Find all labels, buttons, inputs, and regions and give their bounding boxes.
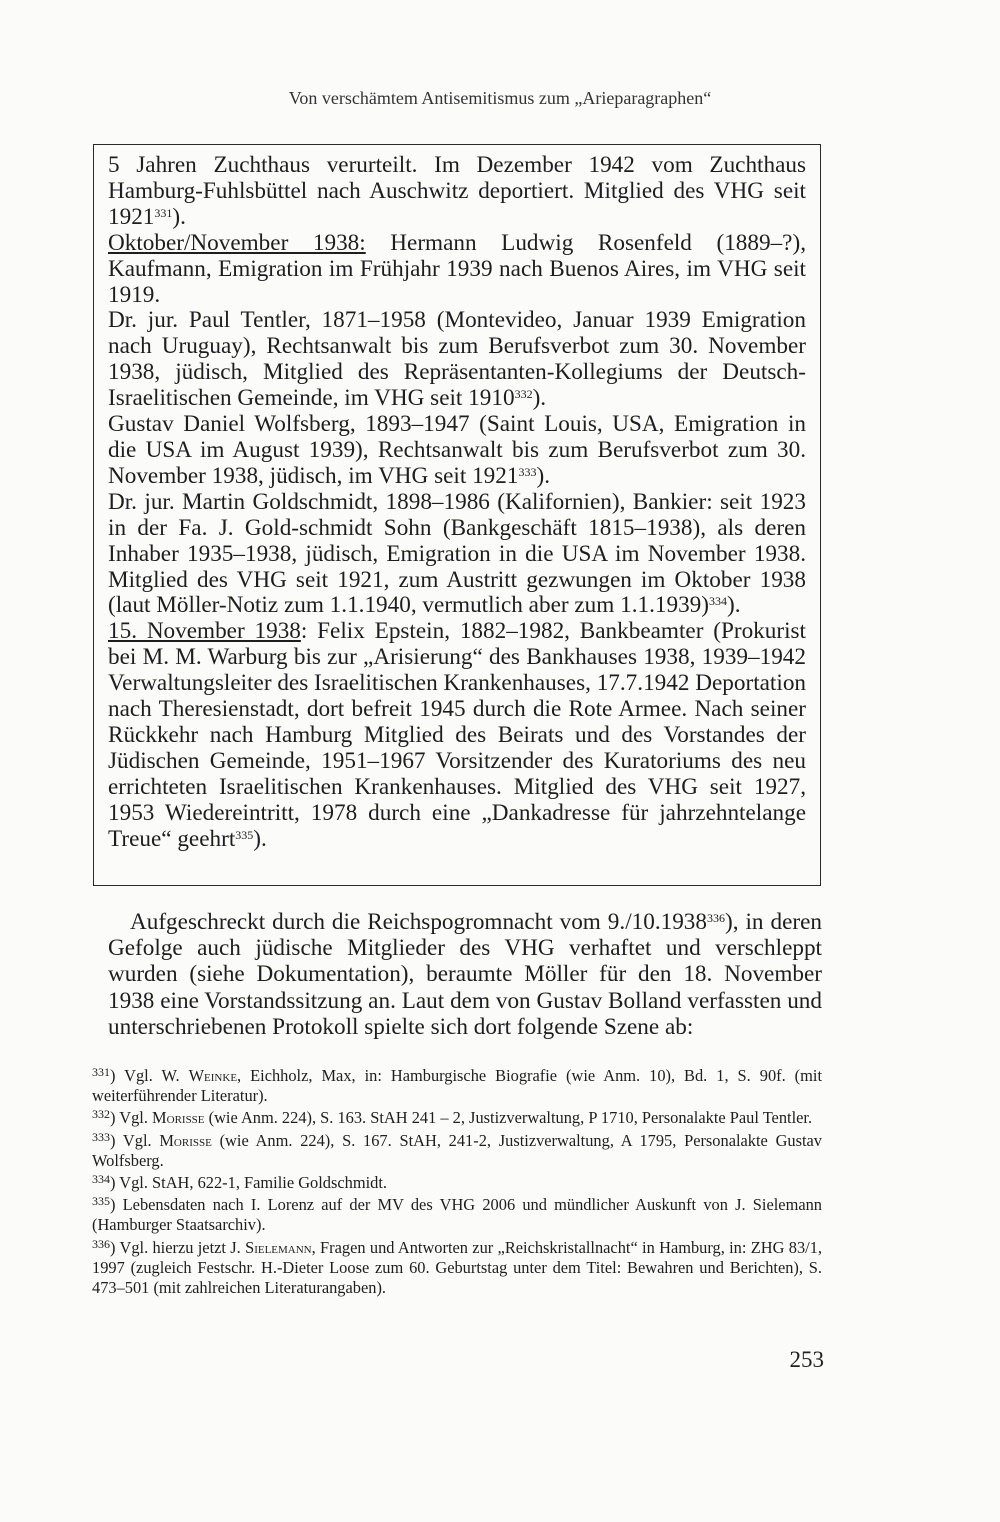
footnote-ref[interactable]: 334 [708,594,727,609]
running-head: Von verschämtem Antisemitismus zum „Arieparagraphen“ [288,88,712,108]
box-entry-2: Oktober/November 1938: Hermann Ludwig Rosenfeld (1889–?), Kaufmann, Emigration im Frühjahr 1939 nach Buenos Aires, im VHG seit 1919. [108,229,806,308]
page-number: 253 [789,1347,824,1372]
footnote-ref[interactable]: 333 [518,464,537,479]
footnote: $^{334}$) Vgl. StAH, 622-1, Familie Goldschmidt. [92,1172,387,1193]
date-heading: 15. November 1938 [108,618,301,645]
box-entry-3: Dr. jur. Paul Tentler, 1871–1958 (Montevideo, Januar 1939 Emigration nach Uruguay), Rechtsanwalt bis zum Berufsverbot zum 30. November 1938, jüdisch, Mitglied des Repräsentanten-Kollegiums der Deutsch-Israelitischen Gemeinde, im VHG seit 1910$^{332}$). [108,307,806,412]
body-paragraph: Aufgeschreckt durch die Reichspogromnacht vom 9./10.1938$^{336}$), in deren Gefolge auch jüdische Mitglieder des VHG verhaftet und verschleppt wurden (siehe Dokumentation), beraumte Möller für den 18. November 1938 eine Vorstandssitzung an. Laut dem von Gustav Bolland verfassten und unterschriebenen Protokoll spielte sich dort folgende Szene ab: [108,909,822,1040]
box-entry-4: Gustav Daniel Wolfsberg, 1893–1947 (Saint Louis, USA, Emigration in die USA im August 1939), Rechtsanwalt bis zum Berufsverbot zum 30. November 1938, jüdisch, im VHG seit 1921$^{333}$). [108,411,806,489]
footnote: $^{336}$) Vgl. hierzu jetzt J. Sielemann, Fragen und Antworten zur „Reichskristallnacht“ in Hamburg, in: ZHG 83/1, 1997 (zugleich Festschr. H.-Dieter Loose zum 60. Geburtstag unter dem Titel: Bewahren und Berichten), S. 473–501 (mit zahlreichen Literaturangaben). [92,1236,822,1298]
footnote: $^{333}$) Vgl. Morisse (wie Anm. 224), S. 167. StAH, 241-2, Justizverwaltung, A 1795, Personalakte Gustav Wolfsberg. [92,1129,823,1170]
footnote-ref[interactable]: 332 [514,387,533,402]
box-entry-6: 15. November 1938: Felix Epstein, 1882–1982, Bankbeamter (Prokurist bei M. M. Warburg bis zur „Arisierung“ des Bankhauses 1938, 1939–1942 Verwaltungsleiter des Israelitischen Krankenhauses, 17.7.1942 Deportation nach Theresienstadt, dort befreit 1945 durch die Rote Armee. Nach seiner Rückkehr nach Hamburg Mitglied des Beirats und des Vorstandes der Jüdischen Gemeinde, 1951–1967 Vorsitzender des Kuratoriums des neu errichteten Israelitischen Krankenhauses. Mitglied des VHG seit 1927, 1953 Wiedereintritt, 1978 durch eine „Dankadresse für jahrzehntelange Treue“ geehrt$^{335}$). [108,618,807,852]
box-entry-1: 5 Jahren Zuchthaus verurteilt. Im Dezember 1942 vom Zuchthaus Hamburg-Fuhlsbüttel nach Auschwitz deportiert. Mitglied des VHG seit 1921$^{331}$). [108,152,806,230]
footnote: $^{331}$) Vgl. W. Weinke, Eichholz, Max, in: Hamburgische Biografie (wie Anm. 10), Bd. 1, S. 90f. (mit weiterführender Literatur). [92,1065,822,1106]
footnotes [92,1066,822,1300]
body-text [108,909,822,1040]
biography-box [93,144,821,886]
footnote-ref[interactable]: 331 [154,205,173,220]
footnote: $^{332}$) Vgl. Morisse (wie Anm. 224), S. 163. StAH 241 – 2, Justizverwaltung, P 1710, Personalakte Paul Tentler. [92,1107,813,1128]
footnote-ref[interactable]: 335 [235,827,254,842]
box-entry-5: Dr. jur. Martin Goldschmidt, 1898–1986 (Kalifornien), Bankier: seit 1923 in der Fa. J. Gold-schmidt Sohn (Bankgeschäft 1815–1938), als deren Inhaber 1935–1938, jüdisch, Emigration in die USA im November 1938. Mitglied des VHG seit 1921, zum Austritt gezwungen im Oktober 1938 (laut Möller-Notiz zum 1.1.1940, vermutlich aber zum 1.1.1939)$^{334}$). [108,488,806,619]
footnote-ref[interactable]: 336 [707,911,725,925]
date-heading: Oktober/November 1938: [108,229,366,256]
footnote: $^{335}$) Lebensdaten nach I. Lorenz auf der MV des VHG 2006 und mündlicher Auskunft von J. Sielemann (Hamburger Staatsarchiv). [92,1194,822,1235]
